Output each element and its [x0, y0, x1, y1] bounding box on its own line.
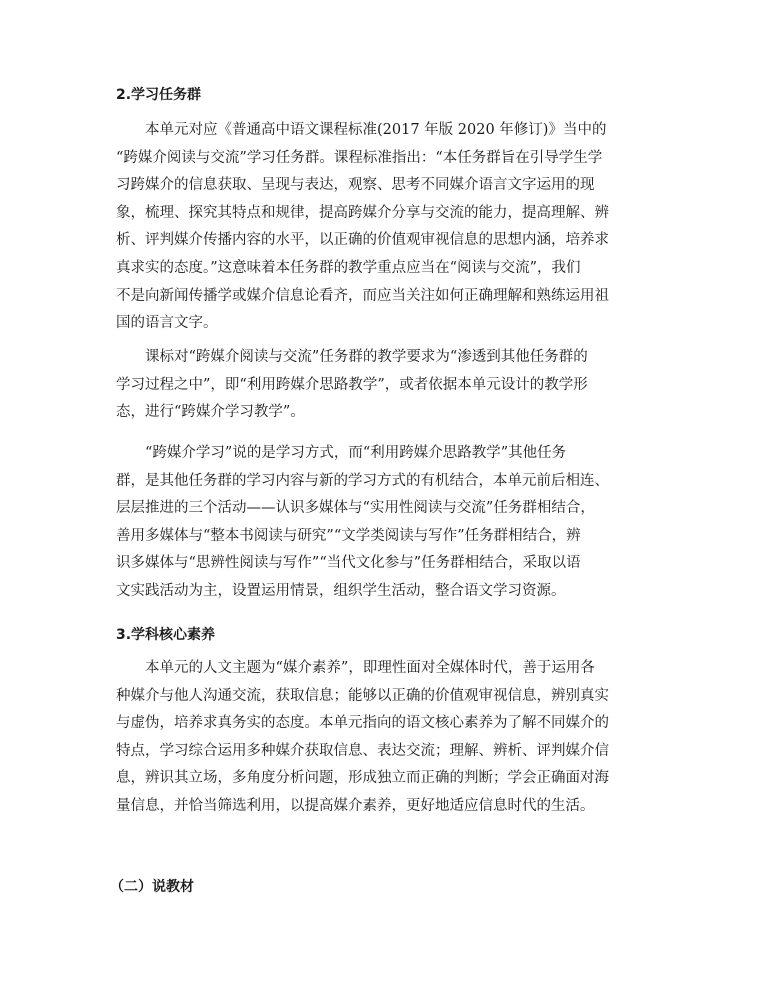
- text-line: 本单元对应《普通高中语文课程标准(2017 年版 2020 年修订)》当中的: [145, 122, 607, 138]
- text-line: “跨媒介学习”说的是学习方式，而“利用跨媒介思路教学”其他任务: [145, 445, 567, 461]
- section-heading-textbook: （二）说教材: [110, 879, 194, 895]
- paragraph-3: [116, 440, 656, 606]
- text-line: 本单元的人文主题为“媒介素养”，即理性面对全媒体时代，善于运用各: [145, 660, 595, 676]
- section-heading-learning-task-group: 2.学习任务群: [116, 87, 202, 103]
- section-heading-core-literacy: 3.学科核心素养: [116, 627, 216, 643]
- text-line: 量信息，并恰当筛选利用，以提高媒介素养，更好地适应信息时代的生活。: [116, 797, 595, 814]
- paragraph-4: [116, 655, 656, 821]
- text-line: 学习过程之中”，即“利用跨媒介思路教学”，或者依据本单元设计的教学形: [116, 376, 588, 393]
- text-line: 善用多媒体与“整本书阅读与研究”“文学类阅读与写作”任务群相结合，辨: [116, 527, 581, 544]
- text-line: 真求实的态度。”这意味着本任务群的教学重点应当在“阅读与交流”，我们: [116, 259, 581, 276]
- text-line: 课标对“跨媒介阅读与交流”任务群的教学要求为“渗透到其他任务群的: [145, 349, 588, 365]
- text-line: 象，梳理、探究其特点和规律，提高跨媒介分享与交流的能力，提高理解、辨: [116, 204, 609, 221]
- text-line: 识多媒体与“思辨性阅读与写作”“当代文化参与”任务群相结合，采取以语: [116, 555, 581, 572]
- text-line: 国的语言文字。: [116, 315, 218, 332]
- text-line: 习跨媒介的信息获取、呈现与表达，观察、思考不同媒介语言文字运用的现: [116, 177, 595, 194]
- text-line: 文实践活动为主，设置运用情景，组织学生活动，整合语文学习资源。: [116, 582, 566, 599]
- text-line: 群，是其他任务群的学习内容与新的学习方式的有机结合，本单元前后相连、: [116, 472, 609, 489]
- text-line: 与虚伪，培养求真务实的态度。本单元指向的语文核心素养为了解不同媒介的: [116, 715, 609, 732]
- text-line: 析、评判媒介传播内容的水平，以正确的价值观审视信息的思想内涵，培养求: [116, 232, 609, 249]
- text-line: 种媒介与他人沟通交流，获取信息；能够以正确的价值观审视信息，辨别真实: [116, 687, 609, 704]
- text-line: 层层推进的三个活动——认识多媒体与“实用性阅读与交流”任务群相结合，: [116, 500, 595, 517]
- text-line: “跨媒介阅读与交流”学习任务群。课程标准指出：“本任务群旨在引导学生学: [116, 149, 603, 166]
- text-line: 特点，学习综合运用多种媒介获取信息、表达交流；理解、辨析、评判媒介信: [116, 742, 609, 759]
- text-line: 态，进行“跨媒介学习教学”。: [116, 404, 305, 421]
- paragraph-2: [116, 344, 656, 427]
- text-line: 息，辨识其立场，多角度分析问题，形成独立而正确的判断；学会正确面对海: [116, 770, 609, 787]
- paragraph-1: [116, 117, 656, 338]
- text-line: 不是向新闻传播学或媒介信息论看齐，而应当关注如何正确理解和熟练运用祖: [116, 287, 609, 304]
